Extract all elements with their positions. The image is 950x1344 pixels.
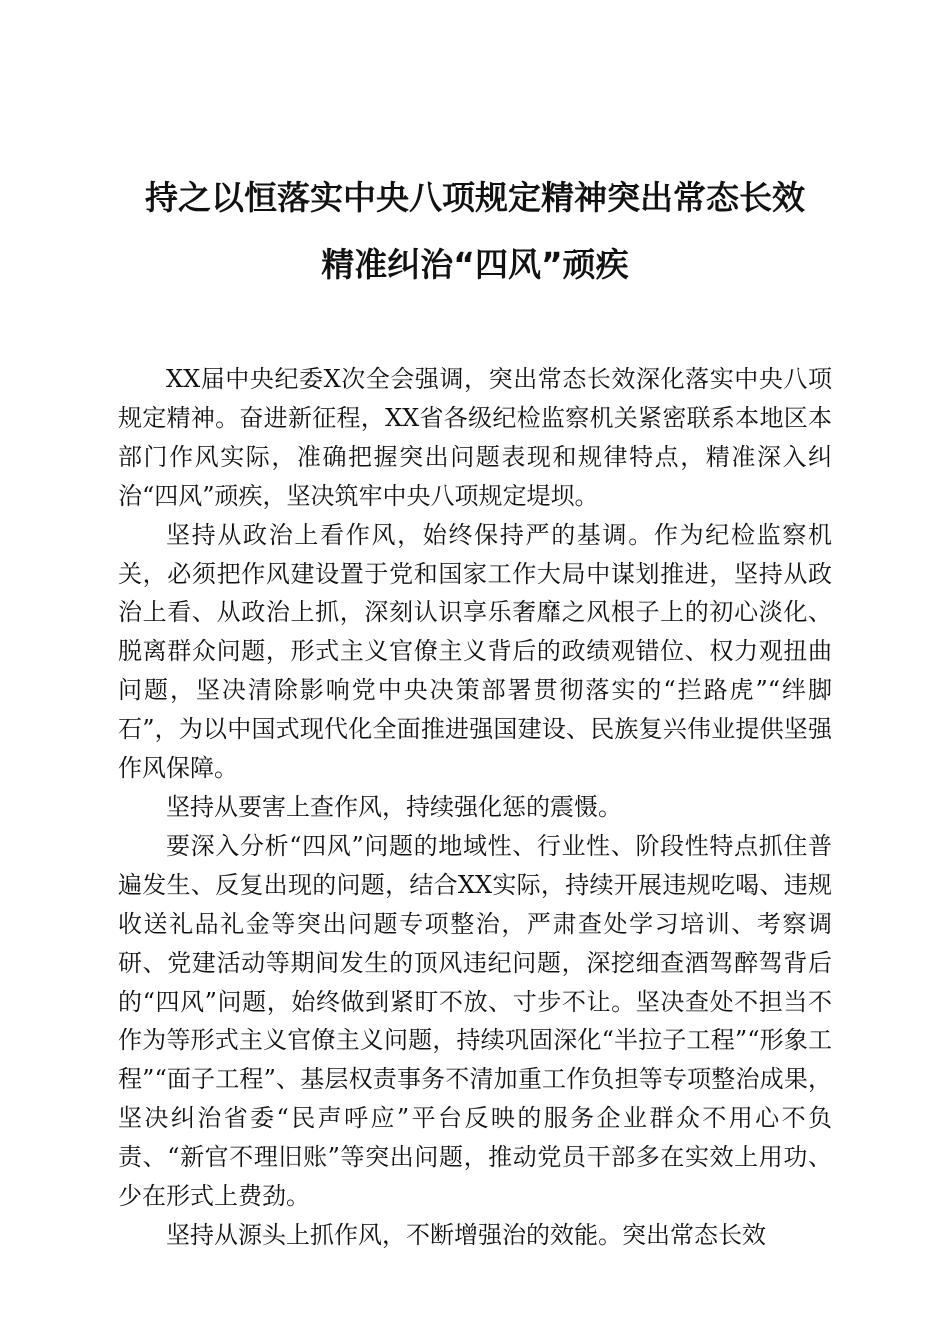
paragraph-key-point-detail: 要深入分析“四风”问题的地域性、行业性、阶段性特点抓住普遍发生、反复出现的问题，结合XX实际，持续开展违规吃喝、违规收送礼品礼金等突出问题专项整治，严肃查处学习培训、考察调研、党建活动等期间发生的顶风违纪问题，深挖细查酒驾醉驾背后的“四风”问题，始终做到紧盯不放、寸步不让。坚决查处不担当不作为等形式主义官僚主义问题，持续巩固深化“半拉子工程”“形象工程”“面子工程”、基层权责事务不清加重工作负担等专项整治成果，坚决纠治省委“民声呼应”平台反映的服务企业群众不用心不负责、“新官不理旧账”等突出问题，推动党员干部多在实效上用功、少在形式上费劲。	[118, 831, 832, 1211]
paragraph-key-point-heading: 坚持从要害上查作风，持续强化惩的震慑。	[166, 792, 622, 821]
title-line-1: 持之以恒落实中央八项规定精神突出常态长效	[145, 178, 805, 217]
paragraph-source-governance: 坚持从源头上抓作风，不断增强治的效能。突出常态长效	[166, 1220, 766, 1249]
document-title	[118, 164, 832, 298]
title-line-2: 精准纠治“四风”顽疾	[321, 245, 629, 284]
paragraph-intro: XX届中央纪委X次全会强调，突出常态长效深化落实中央八项规定精神。奋进新征程，XX省各级纪检监察机关紧密联系本地区本部门作风实际，准确把握突出问题表现和规律特点，精准深入纠治“四风”顽疾，坚决筑牢中央八项规定堤坝。	[118, 365, 832, 510]
paragraph-political-view: 坚持从政治上看作风，始终保持严的基调。作为纪检监察机关，必须把作风建设置于党和国家工作大局中谋划推进，坚持从政治上看、从政治上抓，深刻认识享乐奢靡之风根子上的初心淡化、脱离群众问题，形式主义官僚主义背后的政绩观错位、权力观扭曲问题，坚决清除影响党中央决策部署贯彻落实的“拦路虎”“绊脚石”，为以中国式现代化全面推进强国建设、民族复兴伟业提供坚强作风保障。	[118, 520, 832, 783]
document-body	[118, 360, 832, 1249]
